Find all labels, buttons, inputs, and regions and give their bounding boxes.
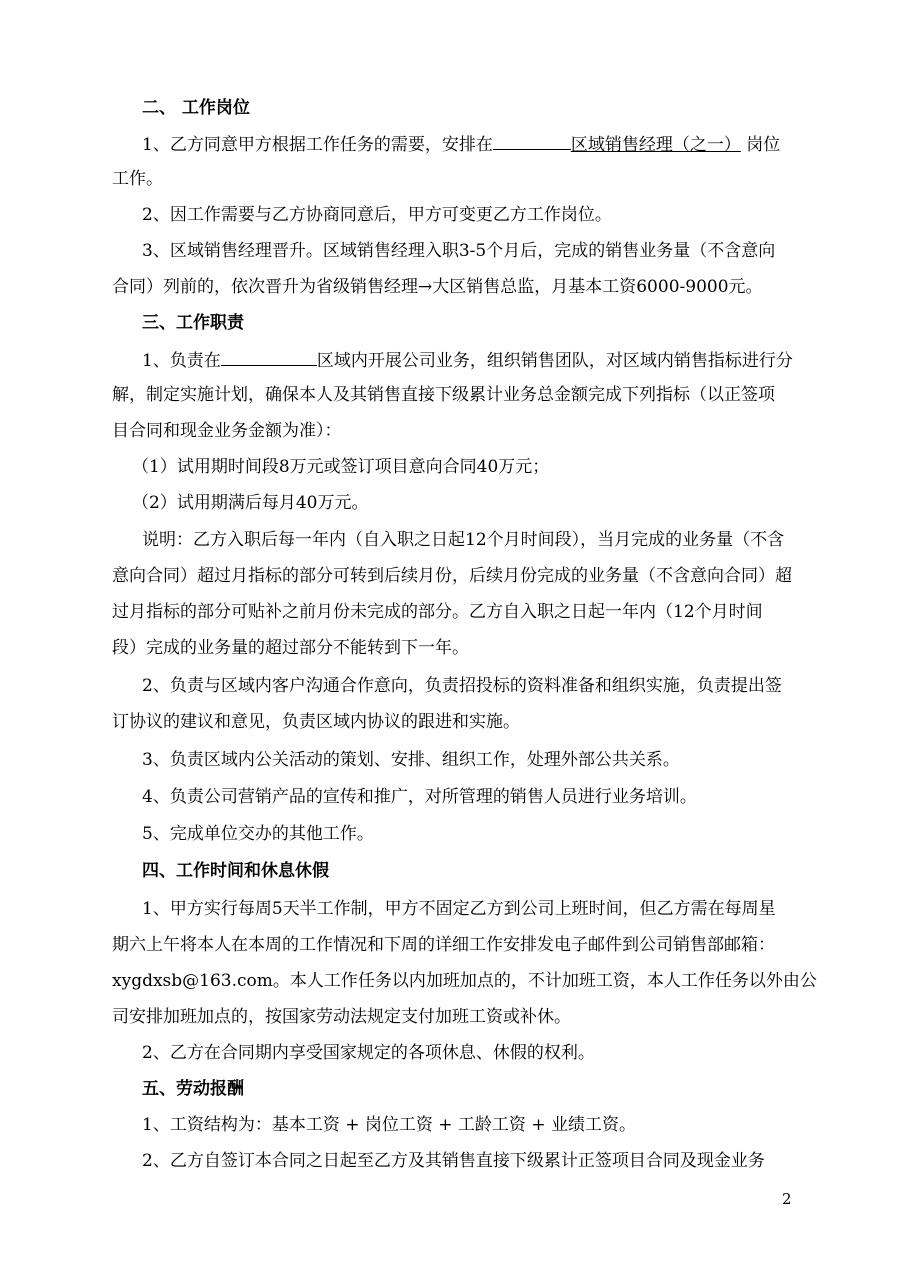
- section-3-title: 三、工作职责: [142, 313, 244, 333]
- s2-para-3-cont: 合同）列前的，依次晋升为省级销售经理→大区销售总监，月基本工资6000-9000元。: [112, 277, 763, 297]
- s4-para-1: 1、甲方实行每周5天半工作制，甲方不固定乙方到公司上班时间，但乙方需在每周星: [142, 899, 776, 919]
- s3-para-2: 2、负责与区域内客户沟通合作意向，负责招投标的资料准备和组织实施，负责提出签: [142, 676, 782, 696]
- s4-para-1-cont2: xygdxsb@163.com。本人工作任务以内加班加点的，不计加班工资，本人工作任务以外由公: [112, 971, 817, 991]
- s2-para-2: 2、因工作需要与乙方协商同意后，甲方可变更乙方工作岗位。: [142, 205, 612, 225]
- s3-para-1-text: 1、负责在: [142, 351, 221, 371]
- s2-para-1-text: 1、乙方同意甲方根据工作任务的需要，安排在: [142, 135, 493, 155]
- s2-para-1: [142, 132, 780, 156]
- s3-para-1-tail: 区域内开展公司业务，组织销售团队，对区域内销售指标进行分: [316, 351, 793, 371]
- s4-para-1-cont: 期六上午将本人在本周的工作情况和下周的详细工作安排发电子邮件到公司销售部邮箱：: [112, 935, 775, 955]
- s2-para-3: 3、区域销售经理晋升。区域销售经理入职3-5个月后，完成的销售业务量（不含意向: [142, 241, 776, 261]
- section-5-title: 五、劳动报酬: [142, 1079, 244, 1099]
- s3-note-1: 说明：乙方入职后每一年内（自入职之日起12个月时间段），当月完成的业务量（不含: [142, 530, 785, 550]
- s3-para-4: 4、负责公司营销产品的宣传和推广，对所管理的销售人员进行业务培训。: [142, 787, 697, 807]
- s3-note-4: 段）完成的业务量的超过部分不能转到下一年。: [112, 638, 469, 658]
- page-number: 2: [782, 1190, 792, 1208]
- section-2-title: 二、 工作岗位: [142, 98, 250, 118]
- s3-note-2: 意向合同）超过月指标的部分可转到后续月份，后续月份完成的业务量（不含意向合同）超: [112, 566, 792, 586]
- s4-para-1-cont3: 司安排加班加点的，按国家劳动法规定支付加班工资或补休。: [112, 1007, 571, 1027]
- s2-role: 区域销售经理（之一）: [570, 135, 741, 155]
- s2-para-1-cont: 工作。: [112, 169, 163, 189]
- s4-para-2: 2、乙方在合同期内享受国家规定的各项休息、休假的权利。: [142, 1043, 595, 1063]
- s3-para-1-cont: 解，制定实施计划，确保本人及其销售直接下级累计业务总金额完成下列指标（以正签项: [112, 385, 775, 405]
- s3-para-2-cont: 订协议的建议和意见，负责区域内协议的跟进和实施。: [112, 712, 520, 732]
- s5-para-1: 1、工资结构为：基本工资 + 岗位工资 + 工龄工资 + 业绩工资。: [142, 1115, 636, 1135]
- s3-note-3: 过月指标的部分可贴补之前月份未完成的部分。乙方自入职之日起一年内（12个月时间: [112, 602, 763, 622]
- s3-item-2: （2）试用期满后每月40万元。: [132, 493, 369, 513]
- section-4-title: 四、工作时间和休息休假: [142, 861, 329, 881]
- blank-line: [221, 348, 317, 366]
- s3-item-1: （1）试用期时间段8万元或签订项目意向合同40万元；: [132, 457, 550, 477]
- blank-line: [493, 132, 571, 150]
- s3-para-1-cont2: 目合同和现金业务金额为准）：: [112, 421, 342, 441]
- s3-para-3: 3、负责区域内公关活动的策划、安排、组织工作，处理外部公共关系。: [142, 750, 680, 770]
- s5-para-2: 2、乙方自签订本合同之日起至乙方及其销售直接下级累计正签项目合同及现金业务: [142, 1151, 765, 1171]
- s3-para-1: [142, 348, 793, 372]
- s3-para-5: 5、完成单位交办的其他工作。: [142, 824, 374, 844]
- s2-para-1-tail: 岗位: [746, 135, 781, 155]
